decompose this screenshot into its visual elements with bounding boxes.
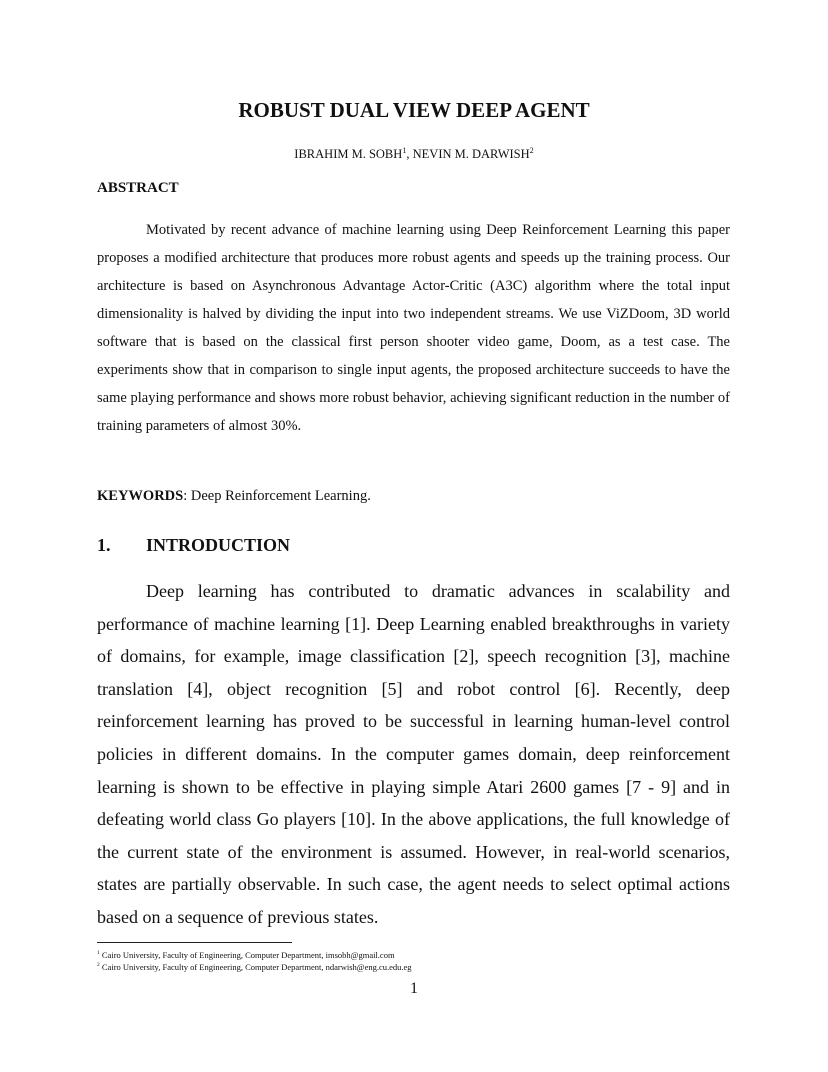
author-1-footnote-mark: 1 xyxy=(402,145,407,155)
paper-title: ROBUST DUAL VIEW DEEP AGENT xyxy=(238,98,590,122)
abstract-text: Motivated by recent advance of machine learning using Deep Reinforcement Learning this paper proposes a modified architecture that produces more robust agents and speeds up the training process. Our architecture is based on Asynchronous Advantage Actor-Critic (A3C) algorithm where the total input dimensionality is halved by dividing the input into two independent streams. We use ViZDoom, 3D world software that is based on the classical first person shooter video game, Doom, as a test case. The experiments show that in comparison to single input agents, the proposed architecture succeeds to have the same playing performance and shows more robust behavior, achieving significant reduction in the number of training parameters of almost 30%. xyxy=(97,222,730,434)
introduction-text: Deep learning has contributed to dramatic advances in scalability and performance of machine learning [1]. Deep Learning enabled breakthroughs in variety of domains, for example, image classification [2], speech recognition [3], machine translation [4], object recognition [5] and robot control [6]. Recently, deep reinforcement learning has proved to be successful in learning human-level control policies in different domains. In the computer games domain, deep reinforcement learning is shown to be effective in playing simple Atari 2600 games [7 - 9] and in defeating world class Go players [10]. In the above applications, the full knowledge of the current state of the environment is assumed. However, in real-world scenarios, states are partially observable. In such case, the agent needs to select optimal actions based on a sequence of previous states. xyxy=(97,581,730,927)
author-2-name: NEVIN M. DARWISH xyxy=(412,147,530,161)
author-2-footnote-mark: 2 xyxy=(529,145,534,155)
keywords-line xyxy=(97,488,730,505)
section-heading-introduction xyxy=(97,535,290,556)
keywords-label: KEYWORDS xyxy=(97,488,184,504)
keywords-text: : Deep Reinforcement Learning. xyxy=(183,488,371,504)
footnote-divider xyxy=(97,942,292,943)
author-line xyxy=(0,147,828,162)
footnote-1-mark: 1 xyxy=(97,950,100,957)
footnote-1-text: Cairo University, Faculty of Engineering, Computer Department, imsobh@gmail.com xyxy=(99,950,395,960)
page-number: 1 xyxy=(410,980,418,997)
footnote-2-mark: 2 xyxy=(97,961,100,968)
author-separator: , xyxy=(406,147,413,161)
footnote-2 xyxy=(97,962,730,974)
footnote-1 xyxy=(97,950,730,962)
author-1-name: IBRAHIM M. SOBH xyxy=(294,147,403,161)
section-title: INTRODUCTION xyxy=(146,535,291,555)
section-number: 1. xyxy=(97,535,111,555)
footnote-2-text: Cairo University, Faculty of Engineering, Computer Department, ndarwish@eng.cu.edu.eg xyxy=(99,961,412,972)
footnotes xyxy=(97,950,730,973)
abstract-heading: ABSTRACT xyxy=(97,180,179,196)
